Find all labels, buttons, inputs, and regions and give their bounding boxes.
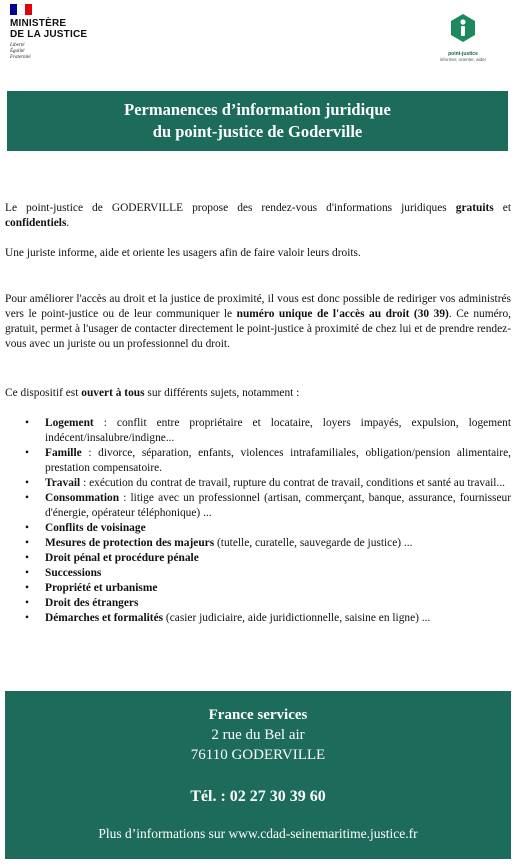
point-justice-icon [451,14,475,42]
topics-intro-end: sur différents sujets, notamment : [144,387,300,399]
motto-liberte: Liberté [10,43,25,48]
flag-icon [10,4,32,15]
intro-period: . [66,217,70,229]
republic-motto [10,43,87,61]
list-item [0,581,511,596]
intro-text-and: et [493,202,511,214]
list-item [0,536,511,551]
footer-info-link: Plus d’informations sur www.cdad-seinemaritime.justice.fr [98,826,418,841]
topic-label: Droit des étrangers [45,597,139,609]
point-justice-tagline: informer, orienter, aider [439,57,487,62]
ministry-name-line2: DE LA JUSTICE [10,29,88,40]
bullet-icon: • [25,597,29,609]
topics-open-to-all: ouvert à tous [81,387,145,399]
footer-street: 2 rue du Bel air [211,727,305,743]
topic-label: Propriété et urbanisme [45,582,158,594]
topic-label: Mesures de protection des majeurs [45,537,215,549]
intro-gratuits: gratuits [455,202,494,214]
topic-label: Successions [45,567,102,579]
bullet-icon: • [25,537,29,549]
topic-desc: : litige avec un professionnel (artisan, commerçant, banque, assurance, fournisseur d'énergie, opérateur téléphonique) ... [45,492,511,519]
topic-desc: (casier judiciaire, aide juridictionnelle, saisine en ligne) ... [163,612,431,624]
jurist-paragraph: Une juriste informe, aide et oriente les usagers afin de faire valoir leurs droits. [5,247,361,259]
point-justice-logo [418,14,508,63]
point-justice-name: point-justice [448,51,478,57]
ministry-name-line1: MINISTÈRE [10,18,67,29]
topic-label: Logement [45,417,94,429]
topic-label: Conflits de voisinage [45,522,146,534]
title-banner [7,91,508,151]
list-item [0,446,511,476]
header [0,0,516,80]
list-item [0,596,511,611]
title-line1: Permanences d’information juridique [124,100,391,119]
bullet-icon: • [25,522,29,534]
list-item [0,476,511,491]
footer-city: 76110 GODERVILLE [190,747,326,763]
motto-fraternite: Fraternité [10,55,31,60]
contact-footer [5,691,511,859]
bullet-icon: • [25,447,29,459]
footer-phone: Tél. : 02 27 30 39 60 [190,788,326,805]
bullet-icon: • [25,612,29,624]
bullet-icon: • [25,417,29,429]
intro-paragraph [5,201,511,231]
access-paragraph [5,292,511,352]
intro-confidentiels: confidentiels [5,217,67,229]
bullet-icon: • [25,582,29,594]
bullet-icon: • [25,477,29,489]
list-item [0,551,511,566]
topic-label: Consommation [45,492,120,504]
list-item [0,566,511,581]
list-item [0,491,511,521]
access-text: Pour améliorer l'accès au droit et la justice de proximité, il vous est donc possible de rediriger vos administrés vers le point-justice ou de leur communiquer le [5,293,511,320]
topic-desc: : exécution du contrat de travail, rupture du contrat de travail, conditions et santé au travail... [80,477,506,489]
topics-intro [5,386,511,401]
list-item [0,611,511,626]
title-line2: du point-justice de Goderville [152,122,363,141]
bullet-icon: • [25,552,29,564]
access-text-end: . Ce numéro, gratuit, permet à l'usager de contacter directement le point-justice à proximité de chez lui et de prendre rendez-vous avec un juriste ou un professionnel du droit. [5,308,512,350]
intro-text: Le point-justice de GODERVILLE propose des rendez-vous d'informations juridiques [5,202,456,214]
topic-label: Droit pénal et procédure pénale [45,552,199,564]
topics-intro-text: Ce dispositif est [5,387,82,399]
topic-label: Travail [45,477,81,489]
topics-list [0,416,511,626]
list-item [0,416,511,446]
topic-desc: : divorce, séparation, enfants, violences intrafamiliales, obligation/pension alimentaire, prestation compensatoire. [45,447,511,474]
topic-label: Famille [45,447,82,459]
ministry-logo [10,4,87,61]
topic-desc: (tutelle, curatelle, sauvegarde de justice) ... [214,537,413,549]
topic-desc: : conflit entre propriétaire et locataire, loyers impayés, expulsion, logement indécent/insalubre/indigne... [45,417,511,444]
access-number: numéro unique de l'accès au droit (30 39) [236,308,449,320]
bullet-icon: • [25,567,29,579]
bullet-icon: • [25,492,29,504]
list-item [0,521,511,536]
footer-title: France services [208,707,308,723]
topic-label: Démarches et formalités [45,612,164,624]
motto-egalite: Égalité [10,49,25,54]
